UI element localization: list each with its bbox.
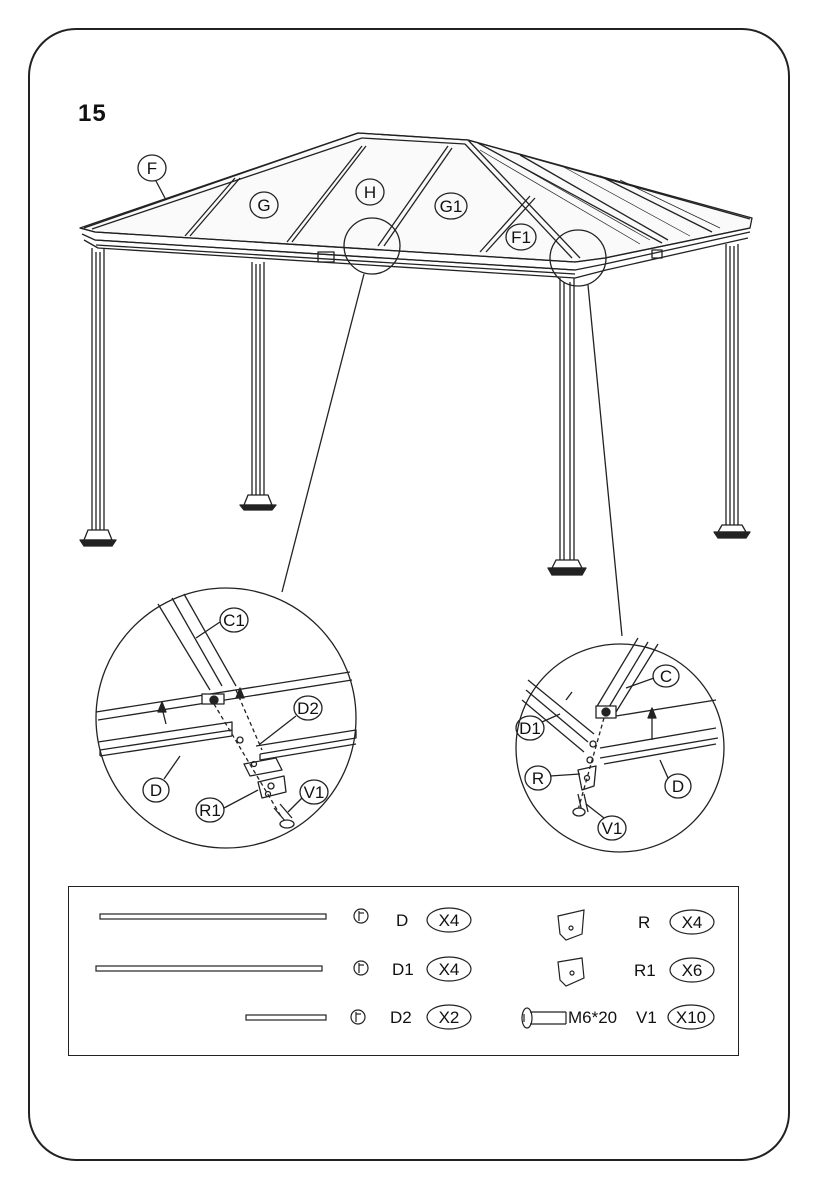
label-g1: G1: [439, 197, 463, 216]
screw-head-icon: [351, 1010, 365, 1024]
label-v1-right: V1: [601, 819, 623, 838]
label-d-right: D: [671, 777, 685, 796]
part-beam-d2-icon: [246, 1015, 326, 1020]
label-f: F: [146, 159, 158, 178]
label-r1: R1: [199, 801, 221, 820]
screw-head-icon: [354, 909, 368, 923]
part-label-r1: R1: [634, 961, 656, 980]
label-v1: V1: [303, 783, 325, 802]
part-spec-v1: M6*20: [568, 1008, 618, 1027]
part-bolt-v1-icon: [522, 1008, 566, 1028]
part-qty-v1: X10: [675, 1008, 707, 1027]
part-qty-d: X4: [438, 911, 460, 930]
label-h: H: [363, 183, 377, 202]
part-qty-d2: X2: [438, 1008, 460, 1027]
part-label-d2: D2: [390, 1008, 412, 1027]
part-label-d1: D1: [392, 960, 414, 979]
label-d2: D2: [297, 699, 319, 718]
part-label-d: D: [396, 911, 409, 930]
label-f1: F1: [511, 228, 531, 247]
part-beam-d-icon: [100, 914, 326, 919]
part-qty-r: X4: [681, 913, 703, 932]
part-label-v1: V1: [636, 1008, 657, 1027]
part-label-r: R: [638, 913, 651, 932]
step-number: 15: [78, 100, 107, 127]
label-c1: C1: [223, 611, 245, 630]
part-qty-r1: X6: [681, 961, 703, 980]
label-c: C: [659, 667, 673, 686]
part-bracket-r-icon: [558, 910, 584, 940]
label-r: R: [531, 769, 545, 788]
part-qty-d1: X4: [438, 960, 460, 979]
part-beam-d1-icon: [96, 966, 322, 971]
screw-head-icon: [354, 961, 368, 975]
label-g: G: [257, 196, 271, 215]
label-d: D: [149, 781, 163, 800]
label-d1: D1: [519, 719, 541, 738]
